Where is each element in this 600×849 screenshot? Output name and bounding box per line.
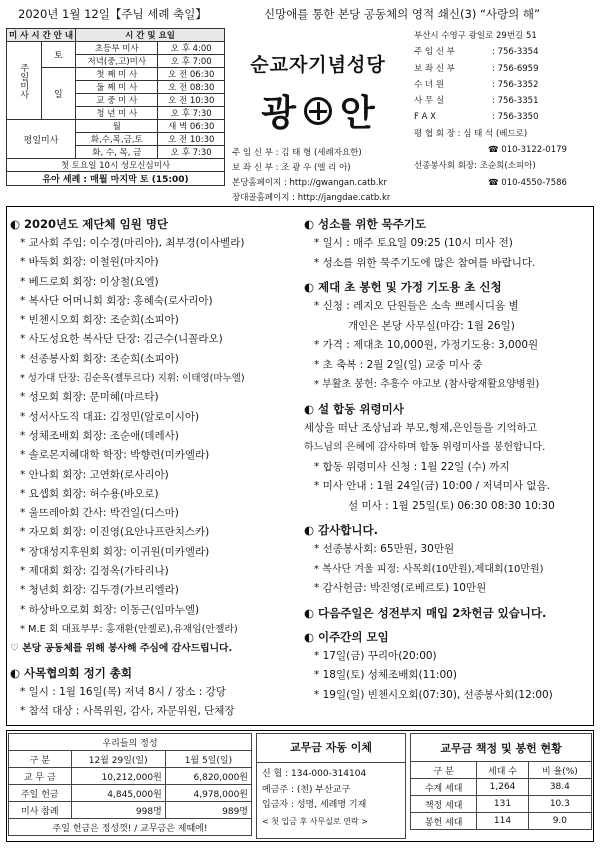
left-column xyxy=(10,214,300,721)
mass-time: 오 전 08:30 xyxy=(158,81,225,94)
list-item: * 복사단 어머니회 회장: 홍혜숙(로사리아) xyxy=(20,294,213,307)
list-item: * 복사단 겨울 피정: 사목회(10만원),제대회(10만원) xyxy=(314,563,544,575)
mass-header-right: 시 간 및 요일 xyxy=(76,29,225,42)
mass-time: 새 벽 06:30 xyxy=(158,120,225,133)
section-heading: ◐ 다음주일은 성전부지 매입 2차헌금 있습니다. xyxy=(304,605,547,620)
table-cell: 998명 xyxy=(71,802,165,819)
parish-info xyxy=(228,146,408,206)
list-item: * 성가대 단장: 김순옥(젤투르다) 지휘: 이태영(마누엘) xyxy=(20,373,245,385)
list-item: * 베드로회 회장: 이상철(요엘) xyxy=(20,275,159,288)
section-heading: ◐ 성소를 위한 묵주기도 xyxy=(304,217,427,231)
table-cell: 4,845,000원 xyxy=(71,785,165,802)
section-heading: ◐ 사목협의회 정기 총회 xyxy=(10,665,133,680)
council-president: 평 협 회 장 : 심 태 석 (베드로) xyxy=(414,128,528,139)
table-header: 비 율(%) xyxy=(528,762,591,779)
mass-name: 저녁(중,고)미사 xyxy=(76,55,158,68)
contact-row: 수 녀 원 : 756-3352 xyxy=(414,79,539,90)
jangdae-link[interactable]: 장대골홈페이지 : http://jangdae.catb.kr xyxy=(232,193,391,203)
list-item: * 성모회 회장: 문미혜(마르타) xyxy=(20,391,159,404)
list-item: * 일시 : 1월 16일(목) 저녁 8시 / 장소 : 강당 xyxy=(20,685,226,698)
list-item: * 울뜨레아회 간사: 박건일(디스마) xyxy=(20,507,179,520)
list-item: 설 미사 : 1월 25일(토) 06:30 08:30 10:30 xyxy=(348,499,555,512)
pastor: 주 임 신 부 : 김 태 형 (세례자요한) xyxy=(232,148,362,158)
table-cell: 책정 세대 xyxy=(411,796,477,813)
list-item: * 감사헌금: 박진영(로베르토) 10만원 xyxy=(314,582,487,594)
mass-name: 화,수,목,금,토 xyxy=(76,133,158,146)
contact-row: 보 좌 신 부 : 756-6959 xyxy=(414,63,539,74)
table-cell: 10.3 xyxy=(528,796,591,813)
list-item: * 합동 위령미사 신청 : 1월 22일 (수) 까지 xyxy=(314,460,510,473)
table-cell: 9.0 xyxy=(528,813,591,830)
table-cell: 6,820,000원 xyxy=(165,768,251,785)
table-cell: 교 무 금 xyxy=(9,768,72,785)
table-cell: 수계 세대 xyxy=(411,779,477,796)
list-item: * 초 축복 : 2월 2일(일) 교중 미사 중 xyxy=(314,358,483,371)
list-item: * 요셉회 회장: 허수용(바오로) xyxy=(20,487,159,500)
table-cell: 38.4 xyxy=(528,779,591,796)
first-saturday-note: 첫 토요일 10시 성모신심미사 xyxy=(7,159,225,172)
contact-info xyxy=(412,28,596,191)
parish-name: 광 안 xyxy=(261,92,375,134)
service-phone: ☎ 010-4550-7586 xyxy=(488,177,567,188)
saturday-label: 토 xyxy=(41,42,76,68)
date-label: 2020년 1월 12일【주님 세례 축일】 xyxy=(18,7,207,21)
table-cell: 131 xyxy=(477,796,528,813)
list-item: 개인은 본당 사무실(마감: 1월 26일) xyxy=(348,319,515,332)
mass-name: 초등부 미사 xyxy=(76,42,158,55)
table-cell: 봉헌 세대 xyxy=(411,813,477,830)
list-item: * 성소를 위한 묵주기도에 많은 참여를 바랍니다. xyxy=(314,256,536,269)
list-item: * 바둑회 회장: 이철원(마지아) xyxy=(20,256,159,269)
table-header: 1월 5일(일) xyxy=(165,751,251,768)
thanks-note: ♡ 본당 공동체를 위해 봉사해 주심에 감사드립니다. xyxy=(10,643,233,655)
theme-label: 신망애를 통한 본당 공동체의 영적 쇄신(3) “사랑의 해” xyxy=(264,7,540,21)
table-cell: 1,264 xyxy=(477,779,528,796)
transfer-line: 입금자 : 성명, 세례명 기재 xyxy=(262,800,367,810)
contact-row: 주 임 신 부 : 756-3354 xyxy=(414,47,539,58)
mass-name: 첫 째 미 사 xyxy=(76,68,158,81)
transfer-note: < 첫 입금 후 사무실로 연락 > xyxy=(262,816,368,826)
list-item: * 성체조배회 회장: 조순애(데레사) xyxy=(20,429,179,442)
mass-time: 오 후 7:30 xyxy=(158,107,225,120)
table-cell: 4,978,000원 xyxy=(165,785,251,802)
list-item: * 18일(토) 성체조배회(11:00) xyxy=(314,669,457,681)
sunday-label: 일 xyxy=(41,68,76,120)
offering-footer: 주일 헌금은 정성껏! / 교무금은 제때에! xyxy=(9,819,252,836)
table-header: 12월 29일(일) xyxy=(71,751,165,768)
right-column xyxy=(304,214,592,705)
table-cell: 10,212,000원 xyxy=(71,768,165,785)
list-item: * 17일(금) 꾸리아(20:00) xyxy=(314,649,437,662)
table-header: 구 분 xyxy=(9,751,72,768)
offering-table xyxy=(8,733,252,836)
list-item: * 교사회 주임: 이수경(마리아), 최부경(이사벨라) xyxy=(20,237,245,249)
section-heading: ◐ 제대 초 봉헌 및 가정 기도용 초 신청 xyxy=(304,280,502,294)
list-item: * 자모회 회장: 이진영(요안나프란치스카) xyxy=(20,526,210,539)
list-item: * 하상바오로회 회장: 이동근(임마누엘) xyxy=(20,603,200,616)
list-item: * 일시 : 매주 토요일 09:25 (10시 미사 전) xyxy=(314,237,513,249)
contact-row: 사 무 실 : 756-3351 xyxy=(414,96,539,107)
list-item: * 선종봉사회: 65만원, 30만원 xyxy=(314,543,455,555)
list-item: * 사도성요한 복사단 단장: 김근수(니꼴라오) xyxy=(20,333,223,346)
transfer-line: 예금주 : (천) 부산교구 xyxy=(262,784,351,795)
list-item: * 신청 : 레지오 단원들은 소속 쁘레시디움 별 xyxy=(314,300,519,312)
homepage-link[interactable]: 본당홈페이지 : http://gwangan.catb.kr xyxy=(232,178,387,188)
mass-schedule-table xyxy=(6,28,225,186)
transfer-title: 교무금 자동 이체 xyxy=(257,734,405,763)
list-item: * 미사 안내 : 1월 24일(금) 10:00 / 저녁미사 없음. xyxy=(314,480,551,492)
list-item: * 성서사도직 대표: 김정민(알로이시아) xyxy=(20,410,200,423)
list-item: * 참석 대상 : 사목위원, 감사, 자문위원, 단체장 xyxy=(20,704,235,717)
mass-name: 화, 수, 목, 금 xyxy=(76,146,158,159)
auto-transfer-box xyxy=(256,733,406,839)
mass-time: 오 후 7:00 xyxy=(158,55,225,68)
emblem-icon xyxy=(304,97,332,125)
list-item: * 안나회 회장: 고연화(로사리아) xyxy=(20,468,169,481)
assistant-pastor: 보 좌 신 부 : 조 광 우 (엘 리 아) xyxy=(232,163,351,173)
allocation-title: 교무금 책정 및 봉헌 현황 xyxy=(411,734,592,762)
council-phone: ☎ 010-3122-0179 xyxy=(488,145,567,156)
mass-time: 오 전 10:30 xyxy=(158,133,225,146)
table-cell: 114 xyxy=(477,813,528,830)
table-cell: 989명 xyxy=(165,802,251,819)
table-cell: 주일 헌금 xyxy=(9,785,72,802)
transfer-line: 신 협 : 134-000-314104 xyxy=(262,769,367,779)
offering-title: 우리들의 정성 xyxy=(9,734,252,751)
parish-subtitle: 순교자기념성당 xyxy=(250,54,386,76)
parish-header xyxy=(228,28,408,203)
list-item: * 가격 : 제대초 10,000원, 가정기도용: 3,000원 xyxy=(314,339,539,351)
list-item: * 제대회 회장: 김정옥(가타리나) xyxy=(20,565,169,578)
mass-name: 둘 째 미 사 xyxy=(76,81,158,94)
service-president: 선종봉사회 회장: 조순희(소피아) xyxy=(414,161,536,172)
mass-name: 교 중 미 사 xyxy=(76,94,158,107)
weekday-mass-label: 평일미사 xyxy=(7,120,76,159)
infant-baptism-note: 유아 세례 : 매월 마지막 토 (15:00) xyxy=(7,172,225,186)
body-text: 하느님의 은혜에 감사하며 합동 위령미사를 봉헌합니다. xyxy=(304,442,546,453)
section-heading: ◐ 감사합니다. xyxy=(304,523,378,537)
address: 부산시 수영구 광일로 29번길 51 xyxy=(414,31,537,41)
mass-time: 오 전 10:30 xyxy=(158,94,225,107)
mass-name: 청 년 미 사 xyxy=(76,107,158,120)
list-item: * 솔로몬지혜대학 학장: 박향련(미카엘라) xyxy=(20,449,210,462)
list-item: * 부활초 봉헌: 추흥수 야고보 (참사랑재활요양병원) xyxy=(314,379,540,390)
allocation-table xyxy=(410,733,592,830)
table-header: 구 분 xyxy=(411,762,477,779)
mass-title: 미 사 시 간 안 내 xyxy=(7,29,76,42)
section-heading: ◐ 이주간의 모임 xyxy=(304,629,389,644)
list-item: * M.E 회 대표부부: 홍재환(안젤로),유재임(안젤라) xyxy=(20,623,238,635)
table-header: 세대 수 xyxy=(477,762,528,779)
mass-name: 월 xyxy=(76,120,158,133)
list-item: * 청년회 회장: 김두경(가브리엘라) xyxy=(20,584,179,597)
body-text: 세상을 떠난 조상님과 부모,형제,은인들을 기억하고 xyxy=(304,421,538,434)
list-item: * 빈첸시오회 회장: 조순희(소피아) xyxy=(20,314,179,327)
contact-row: F A X : 756-3350 xyxy=(414,112,539,123)
header-bar xyxy=(6,3,594,25)
mass-time: 오 전 06:30 xyxy=(158,68,225,81)
list-item: * 장대성지후원회 회장: 이귀원(미카엘라) xyxy=(20,545,210,558)
sunday-mass-label: 주일미사 xyxy=(7,42,42,120)
mass-time: 오 후 4:00 xyxy=(158,42,225,55)
table-cell: 미사 참례 xyxy=(9,802,72,819)
section-heading: ◐ 설 합동 위령미사 xyxy=(304,401,404,416)
list-item: * 선종봉사회 회장: 조순희(소피아) xyxy=(20,352,179,365)
mass-time: 오 후 7:30 xyxy=(158,146,225,159)
list-item: * 19일(일) 빈첸시오회(07:30), 선종봉사회(12:00) xyxy=(314,688,553,701)
section-heading: ◐ 2020년도 제단체 임원 명단 xyxy=(10,217,169,231)
